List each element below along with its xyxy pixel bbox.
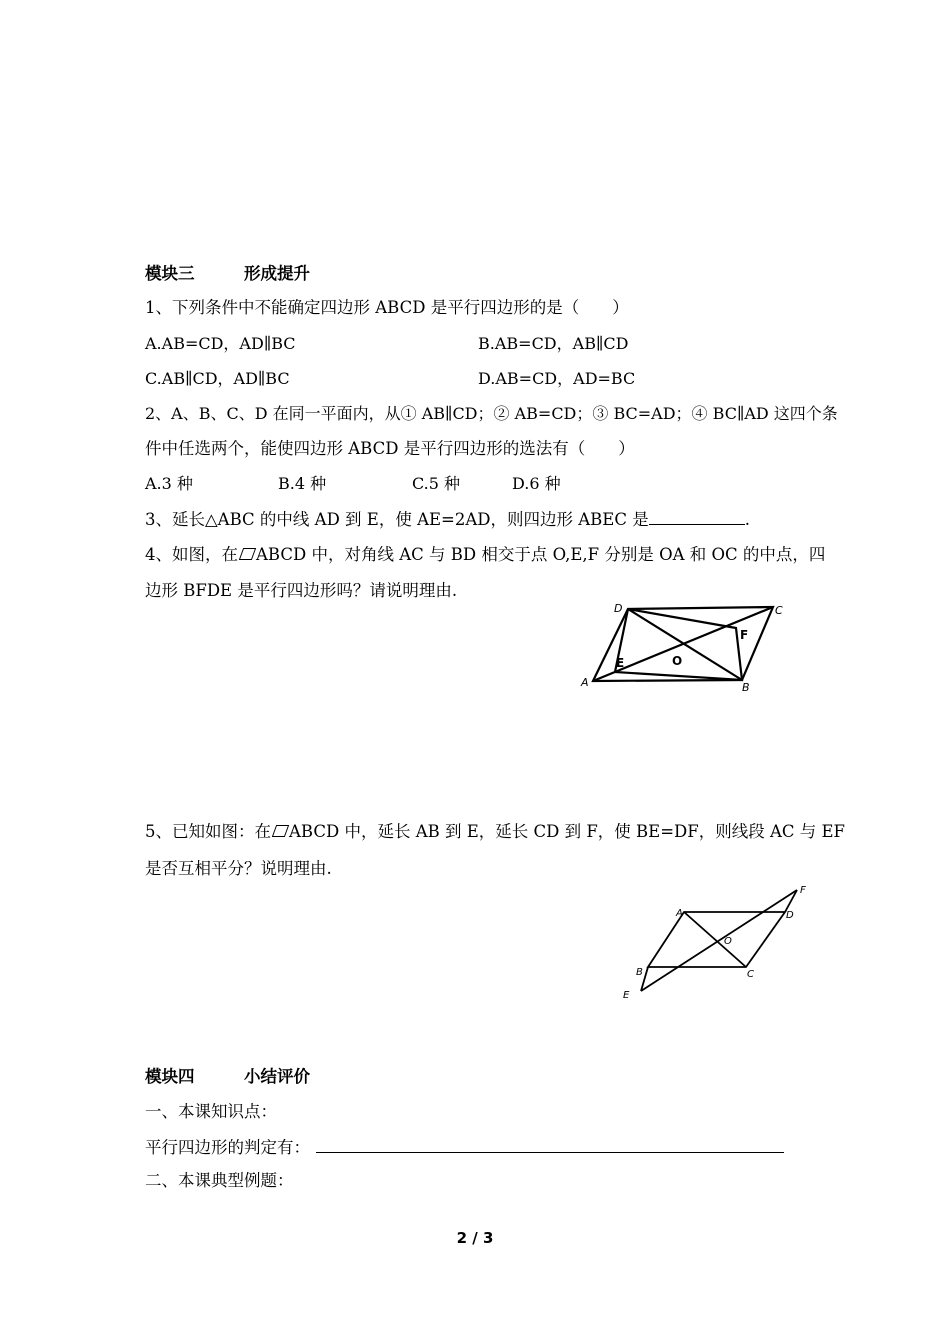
q3-text: 3、延长△ABC 的中线 AD 到 E，使 AE=2AD，则四边形 ABEC 是 [145,510,649,529]
q5-text: ABCD 中，延长 AB 到 E，延长 CD 到 F，使 BE=DF，则线段 AC 与 EF [289,822,845,841]
q5-label-o: O [724,936,732,947]
q1-option-a: A.AB=CD，AD∥BC [145,334,296,353]
q2-line1: 2、A、B、C、D 在同一平面内，从① AB∥CD；② AB=CD；③ BC=AD；④ BC∥AD 这四个条 [145,404,838,423]
q1-stem: 1、下列条件中不能确定四边形 ABCD 是平行四边形的是（ ） [145,298,629,317]
summary-typical-examples: 二、本课典型例题： [145,1171,294,1190]
q5-parallelogram-abcd [648,912,785,967]
q3-answer-blank[interactable] [649,508,745,525]
summary-knowledge-points: 一、本课知识点： [145,1102,277,1121]
q2-option-d: D.6 种 [512,474,561,493]
q5-line2: 是否互相平分？说明理由. [145,859,332,878]
q4-label-d: D [614,602,623,615]
q1-option-d: D.AB=CD，AD=BC [478,369,636,388]
module4-title: 模块四 [145,1067,195,1086]
q4-label-a: A [581,676,589,689]
q4-line2: 边形 BFDE 是平行四边形吗？请说明理由. [145,581,458,600]
q4-pre: 4、如图，在 [145,545,238,564]
parallelogram-icon [239,548,256,560]
q5-pre: 5、已知如图：在 [145,822,271,841]
module3-title: 模块三 [145,264,195,283]
q4-label-e: E [616,656,625,670]
page-number: 2 / 3 [456,1229,494,1247]
q4-figure [578,598,790,693]
q4-label-c: C [775,604,783,617]
module4-subtitle: 小结评价 [244,1067,310,1086]
q5-line1 [145,821,845,843]
q2-line2: 件中任选两个，能使四边形 ABCD 是平行四边形的选法有（ ） [145,439,635,458]
q4-label-o: O [672,654,683,668]
summary-criteria-line [145,1136,784,1159]
q5-figure [616,880,816,1005]
summary-criteria-blank[interactable] [316,1136,784,1153]
q4-line1 [145,544,825,566]
q4-label-b: B [742,681,750,693]
summary-criteria-label: 平行四边形的判定有： [145,1138,310,1157]
module3-subtitle: 形成提升 [244,264,310,283]
module4-heading [145,1066,310,1088]
q5-label-c: C [747,969,754,980]
q5-label-d: D [786,910,794,921]
q2-option-a: A.3 种 [145,474,193,493]
q2-option-c: C.5 种 [412,474,461,493]
q5-label-a: A [676,908,683,919]
q1-option-b: B.AB=CD，AB∥CD [478,334,629,353]
q5-label-e: E [623,990,630,1001]
parallelogram-icon [272,825,289,837]
q1-option-c: C.AB∥CD，AD∥BC [145,369,290,388]
q3-end: . [744,510,750,529]
q5-label-f: F [800,885,806,896]
module3-heading [145,263,310,285]
q3-line [145,508,750,531]
q5-diagonal-ac [684,912,746,967]
q4-text: ABCD 中，对角线 AC 与 BD 相交于点 O,E,F 分别是 OA 和 OC 的中点，四 [256,545,826,564]
q5-label-b: B [636,967,643,978]
q2-option-b: B.4 种 [278,474,327,493]
q4-label-f: F [740,628,749,642]
